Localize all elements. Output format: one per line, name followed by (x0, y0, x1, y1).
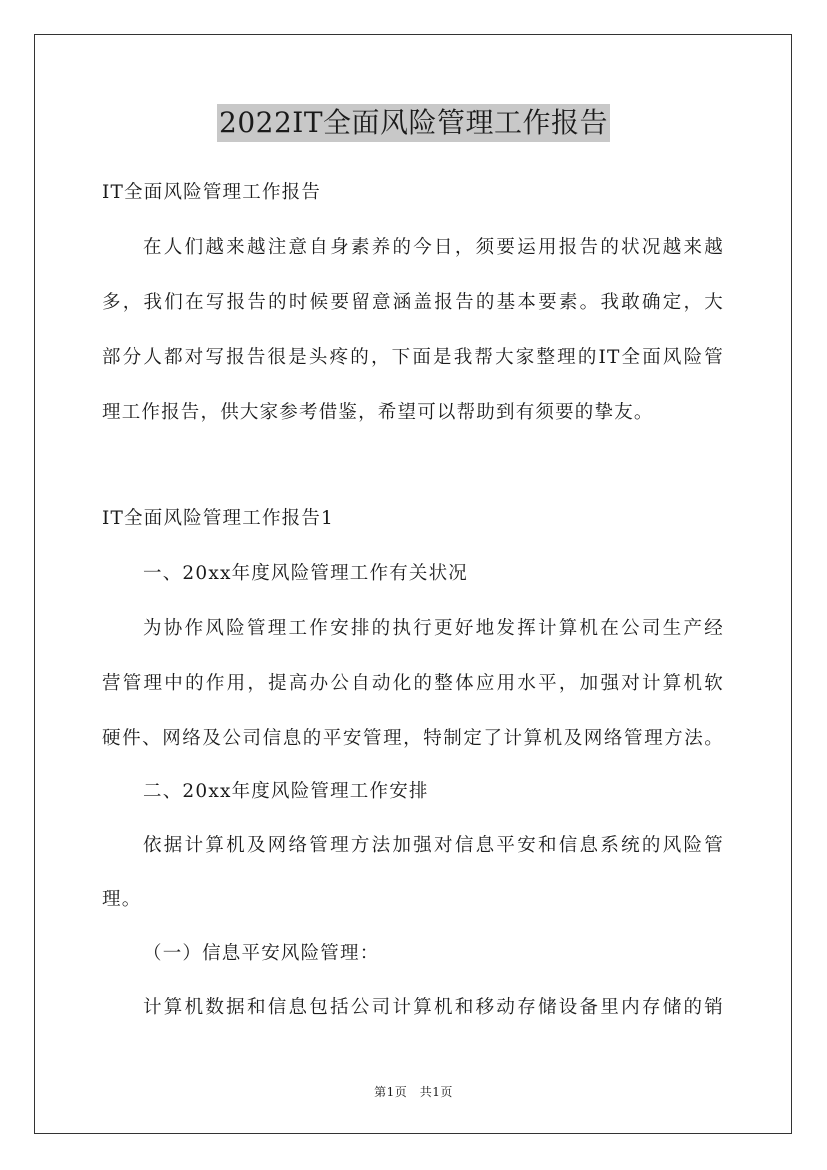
paragraph-line: 依据计算机及网络管理方法加强对信息平安和信息系统的风险管 (143, 835, 724, 856)
paragraph-line: 多，我们在写报告的时候要留意涵盖报告的基本要素。我敢确定，大 (102, 292, 724, 313)
section-heading: IT全面风险管理工作报告1 (102, 508, 335, 529)
paragraph-line: 部分人都对写报告很是头疼的，下面是我帮大家整理的IT全面风险管 (102, 347, 724, 368)
paragraph-line: 理工作报告，供大家参考借鉴，希望可以帮助到有须要的挚友。 (102, 402, 654, 423)
section-heading: IT全面风险管理工作报告 (102, 182, 322, 203)
subsection-heading: 一、20xx年度风险管理工作有关状况 (143, 563, 469, 584)
paragraph-line: 理。 (102, 889, 142, 910)
paragraph-line: 硬件、网络及公司信息的平安管理，特制定了计算机及网络管理方法。 (102, 728, 724, 749)
page-footer: 第1页 共1页 (374, 1085, 453, 1099)
document-title: 2022IT全面风险管理工作报告 (217, 104, 610, 142)
paragraph-line: 计算机数据和信息包括公司计算机和移动存储设备里内存储的销 (143, 997, 724, 1018)
paragraph-line: 为协作风险管理工作安排的执行更好地发挥计算机在公司生产经 (143, 618, 724, 639)
paragraph-line: 营管理中的作用，提高办公自动化的整体应用水平，加强对计算机软 (102, 673, 724, 694)
paragraph-line: 在人们越来越注意自身素养的今日，须要运用报告的状况越来越 (143, 237, 724, 258)
subsection-heading: （一）信息平安风险管理： (143, 943, 380, 964)
subsection-heading: 二、20xx年度风险管理工作安排 (143, 781, 429, 802)
